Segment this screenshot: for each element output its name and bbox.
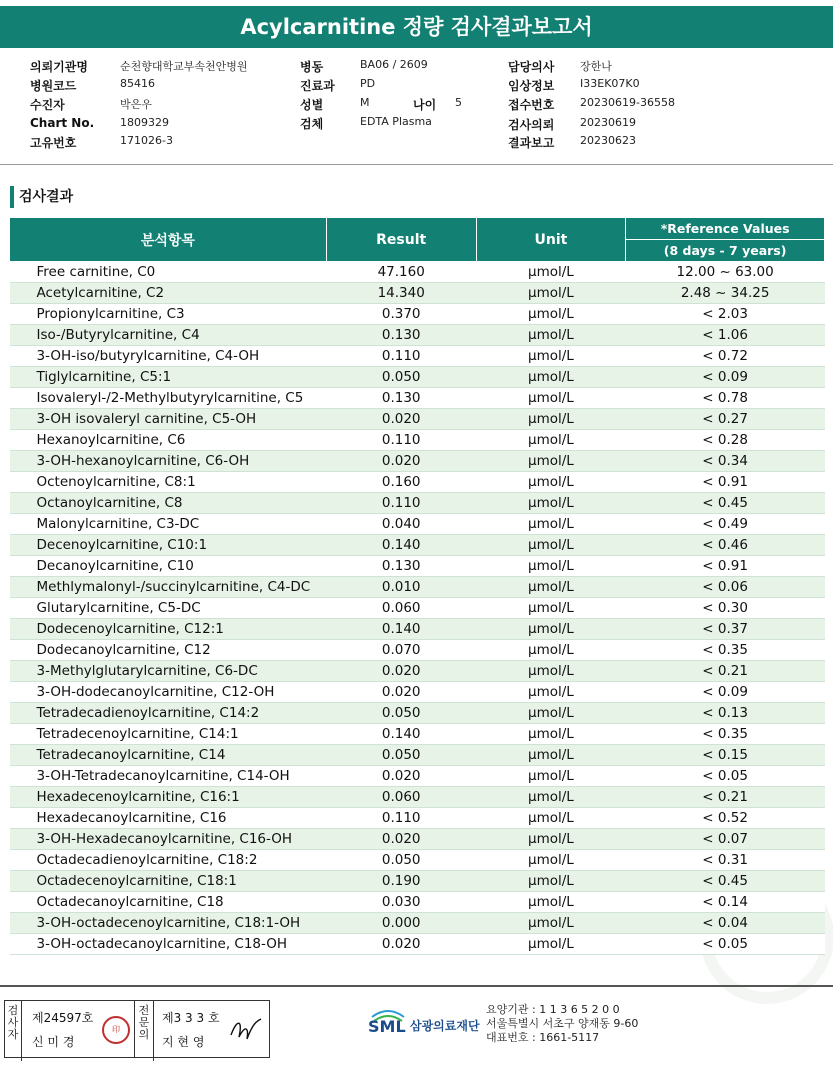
sex-label: 성별 (300, 98, 324, 112)
header-unit: Unit (476, 218, 626, 262)
unit-value: μmol/L (476, 472, 626, 493)
analyte-name: 3-OH-Tetradecanoylcarnitine, C14-OH (10, 766, 327, 787)
org-name: 삼광의료재단 (410, 1019, 480, 1033)
unit-value: μmol/L (476, 724, 626, 745)
result-value: 0.000 (326, 913, 476, 934)
examiner-label: 검사자 (5, 1001, 22, 1061)
analyte-name: 3-OH-hexanoylcarnitine, C6-OH (10, 451, 327, 472)
unit-value: μmol/L (476, 514, 626, 535)
table-row (10, 304, 825, 325)
reference-value: < 0.30 (626, 598, 825, 619)
result-value: 0.110 (326, 430, 476, 451)
unique-value: 171026-3 (120, 134, 173, 147)
signature-box (4, 1000, 270, 1058)
unit-value: μmol/L (476, 325, 626, 346)
result-date-value: 20230623 (580, 134, 636, 147)
analyte-name: Hexadecanoylcarnitine, C16 (10, 808, 327, 829)
unit-value: μmol/L (476, 367, 626, 388)
reference-value: 2.48 ~ 34.25 (626, 283, 825, 304)
result-value: 0.110 (326, 493, 476, 514)
reference-value: < 0.78 (626, 388, 825, 409)
result-value: 0.040 (326, 514, 476, 535)
result-value: 0.020 (326, 829, 476, 850)
unit-value: μmol/L (476, 283, 626, 304)
sex-value: M (360, 96, 370, 109)
table-row (10, 682, 825, 703)
reference-value: < 0.72 (626, 346, 825, 367)
result-value: 0.160 (326, 472, 476, 493)
table-row (10, 934, 825, 955)
unit-value: μmol/L (476, 493, 626, 514)
result-value: 0.030 (326, 892, 476, 913)
table-row (10, 388, 825, 409)
table-row (10, 472, 825, 493)
unit-value: μmol/L (476, 556, 626, 577)
header-ref-sub: (8 days - 7 years) (626, 240, 825, 262)
analyte-name: 3-Methylglutarylcarnitine, C6-DC (10, 661, 327, 682)
unit-value: μmol/L (476, 640, 626, 661)
unit-value: μmol/L (476, 766, 626, 787)
table-row (10, 283, 825, 304)
reference-value: < 1.06 (626, 325, 825, 346)
specimen-value: EDTA Plasma (360, 115, 432, 128)
reference-value: < 0.04 (626, 913, 825, 934)
ward-value: BA06 / 2609 (360, 58, 428, 71)
analyte-name: 3-OH-octadecanoylcarnitine, C18-OH (10, 934, 327, 955)
table-row (10, 325, 825, 346)
analyte-name: 3-OH-Hexadecanoylcarnitine, C16-OH (10, 829, 327, 850)
reference-value: < 0.15 (626, 745, 825, 766)
result-value: 0.050 (326, 367, 476, 388)
unit-value: μmol/L (476, 682, 626, 703)
unit-value: μmol/L (476, 304, 626, 325)
clinical-label: 임상정보 (508, 79, 555, 93)
table-row (10, 661, 825, 682)
result-value: 0.130 (326, 325, 476, 346)
table-row (10, 724, 825, 745)
result-value: 0.020 (326, 682, 476, 703)
unit-value: μmol/L (476, 262, 626, 283)
analyte-name: Acetylcarnitine, C2 (10, 283, 327, 304)
patient-value: 박은우 (120, 98, 152, 111)
unit-value: μmol/L (476, 451, 626, 472)
result-value: 0.050 (326, 703, 476, 724)
table-row (10, 346, 825, 367)
reference-value: < 0.28 (626, 430, 825, 451)
doctor-label: 담당의사 (508, 60, 555, 74)
result-value: 0.020 (326, 766, 476, 787)
analyte-name: Decenoylcarnitine, C10:1 (10, 535, 327, 556)
unit-value: μmol/L (476, 871, 626, 892)
analyte-name: Malonylcarnitine, C3-DC (10, 514, 327, 535)
result-date-label: 결과보고 (508, 136, 555, 150)
analyte-name: Dodecenoylcarnitine, C12:1 (10, 619, 327, 640)
result-value: 0.110 (326, 808, 476, 829)
unit-value: μmol/L (476, 388, 626, 409)
header-result: Result (326, 218, 476, 262)
receipt-label: 접수번호 (508, 98, 555, 112)
table-row (10, 451, 825, 472)
table-row (10, 808, 825, 829)
unit-value: μmol/L (476, 745, 626, 766)
unique-label: 고유번호 (30, 136, 77, 150)
result-value: 0.060 (326, 598, 476, 619)
header-ref: *Reference Values (626, 218, 825, 240)
reference-value: < 0.45 (626, 493, 825, 514)
analyte-name: Tiglylcarnitine, C5:1 (10, 367, 327, 388)
code-label: 병원코드 (30, 79, 77, 93)
reference-value: < 0.45 (626, 871, 825, 892)
examiner-name: 신 미 경 (32, 1035, 75, 1049)
analyte-name: Octadecenoylcarnitine, C18:1 (10, 871, 327, 892)
specimen-label: 검체 (300, 117, 324, 131)
analyte-name: Free carnitine, C0 (10, 262, 327, 283)
analyte-name: Hexanoylcarnitine, C6 (10, 430, 327, 451)
table-row (10, 598, 825, 619)
table-row (10, 787, 825, 808)
result-value: 0.140 (326, 619, 476, 640)
analyte-name: Methlymalonyl-/succinylcarnitine, C4-DC (10, 577, 327, 598)
request-value: 20230619 (580, 116, 636, 129)
reference-value: < 0.09 (626, 367, 825, 388)
analyte-name: Octenoylcarnitine, C8:1 (10, 472, 327, 493)
patient-label: 수진자 (30, 98, 65, 112)
analyte-name: Iso-/Butyrylcarnitine, C4 (10, 325, 327, 346)
reference-value: < 0.07 (626, 829, 825, 850)
examiner-cell (22, 1001, 135, 1057)
reference-value: < 0.05 (626, 934, 825, 955)
table-row (10, 619, 825, 640)
doctor-value: 장한나 (580, 60, 612, 73)
results-body (10, 262, 825, 955)
org-phone: 대표번호 : 1661-5117 (486, 1031, 600, 1044)
table-row (10, 514, 825, 535)
analyte-name: Tetradecanoylcarnitine, C14 (10, 745, 327, 766)
reference-value: < 0.34 (626, 451, 825, 472)
table-row (10, 262, 825, 283)
reference-value: < 0.31 (626, 850, 825, 871)
report-title: Acylcarnitine 정량 검사결과보고서 (0, 6, 833, 48)
result-value: 0.020 (326, 661, 476, 682)
unit-value: μmol/L (476, 829, 626, 850)
reference-value: < 0.21 (626, 787, 825, 808)
hospital-label: 의뢰기관명 (30, 60, 88, 74)
unit-value: μmol/L (476, 808, 626, 829)
analyte-name: 3-OH-octadecenoylcarnitine, C18:1-OH (10, 913, 327, 934)
table-row (10, 703, 825, 724)
reference-value: < 0.49 (626, 514, 825, 535)
reference-value: < 2.03 (626, 304, 825, 325)
examiner-number: 제24597호 (32, 1011, 94, 1025)
table-row (10, 409, 825, 430)
result-value: 0.370 (326, 304, 476, 325)
table-row (10, 766, 825, 787)
table-row (10, 850, 825, 871)
reference-value: < 0.91 (626, 556, 825, 577)
hospital-value: 순천향대학교부속천안병원 (120, 60, 248, 73)
result-value: 0.140 (326, 535, 476, 556)
receipt-value: 20230619-36558 (580, 96, 675, 109)
result-value: 0.010 (326, 577, 476, 598)
org-code: 요양기관 : 1 1 3 6 5 2 0 0 (486, 1003, 620, 1016)
result-value: 0.070 (326, 640, 476, 661)
unit-value: μmol/L (476, 577, 626, 598)
analyte-name: Dodecanoylcarnitine, C12 (10, 640, 327, 661)
table-row (10, 535, 825, 556)
clinical-value: I33EK07K0 (580, 77, 640, 90)
header-item: 분석항목 (10, 218, 327, 262)
reference-value: < 0.37 (626, 619, 825, 640)
unit-value: μmol/L (476, 661, 626, 682)
result-value: 0.050 (326, 745, 476, 766)
org-details (486, 1003, 638, 1045)
table-row (10, 745, 825, 766)
code-value: 85416 (120, 77, 155, 90)
reference-value: < 0.35 (626, 724, 825, 745)
reference-value: 12.00 ~ 63.00 (626, 262, 825, 283)
ward-label: 병동 (300, 60, 324, 74)
unit-value: μmol/L (476, 346, 626, 367)
patient-info-block (0, 52, 833, 165)
reference-value: < 0.05 (626, 766, 825, 787)
age-label: 나이 (413, 98, 437, 112)
unit-value: μmol/L (476, 598, 626, 619)
result-value: 47.160 (326, 262, 476, 283)
analyte-name: Glutarylcarnitine, C5-DC (10, 598, 327, 619)
table-row (10, 913, 825, 934)
footer (0, 985, 833, 1065)
analyte-name: Hexadecenoylcarnitine, C16:1 (10, 787, 327, 808)
examiner-seal-icon: 印 (102, 1016, 130, 1044)
analyte-name: Tetradecenoylcarnitine, C14:1 (10, 724, 327, 745)
reference-value: < 0.13 (626, 703, 825, 724)
result-value: 0.020 (326, 451, 476, 472)
unit-value: μmol/L (476, 892, 626, 913)
result-value: 0.190 (326, 871, 476, 892)
reference-value: < 0.91 (626, 472, 825, 493)
dept-label: 진료과 (300, 79, 335, 93)
chart-value: 1809329 (120, 116, 169, 129)
org-address: 서울특별시 서초구 양재동 9-60 (486, 1017, 639, 1030)
unit-value: μmol/L (476, 703, 626, 724)
table-row (10, 829, 825, 850)
reference-value: < 0.06 (626, 577, 825, 598)
result-value: 0.050 (326, 850, 476, 871)
result-value: 14.340 (326, 283, 476, 304)
unit-value: μmol/L (476, 934, 626, 955)
analyte-name: Octanoylcarnitine, C8 (10, 493, 327, 514)
unit-value: μmol/L (476, 913, 626, 934)
checker-name: 지 현 영 (162, 1035, 205, 1049)
result-value: 0.020 (326, 934, 476, 955)
result-value: 0.130 (326, 556, 476, 577)
checker-number: 제3 3 3 호 (162, 1011, 220, 1025)
table-row (10, 367, 825, 388)
table-row (10, 493, 825, 514)
reference-value: < 0.35 (626, 640, 825, 661)
reference-value: < 0.09 (626, 682, 825, 703)
reference-value: < 0.21 (626, 661, 825, 682)
reference-value: < 0.14 (626, 892, 825, 913)
table-row (10, 640, 825, 661)
checker-label: 전문의 (135, 1001, 154, 1061)
result-value: 0.130 (326, 388, 476, 409)
reference-value: < 0.46 (626, 535, 825, 556)
table-row (10, 892, 825, 913)
analyte-name: 3-OH-dodecanoylcarnitine, C12-OH (10, 682, 327, 703)
analyte-name: Propionylcarnitine, C3 (10, 304, 327, 325)
reference-value: < 0.27 (626, 409, 825, 430)
result-value: 0.140 (326, 724, 476, 745)
result-value: 0.110 (326, 346, 476, 367)
result-value: 0.020 (326, 409, 476, 430)
reference-value: < 0.52 (626, 808, 825, 829)
request-label: 검사의뢰 (508, 118, 555, 132)
unit-value: μmol/L (476, 409, 626, 430)
analyte-name: 3-OH isovaleryl carnitine, C5-OH (10, 409, 327, 430)
unit-value: μmol/L (476, 535, 626, 556)
analyte-name: Octadecanoylcarnitine, C18 (10, 892, 327, 913)
age-value: 5 (455, 96, 462, 109)
analyte-name: 3-OH-iso/butyrylcarnitine, C4-OH (10, 346, 327, 367)
dept-value: PD (360, 77, 376, 90)
analyte-name: Tetradecadienoylcarnitine, C14:2 (10, 703, 327, 724)
result-value: 0.060 (326, 787, 476, 808)
section-title: 검사결과 (10, 186, 73, 208)
table-row (10, 871, 825, 892)
sml-logo-text: SML (368, 1017, 406, 1036)
table-row (10, 577, 825, 598)
unit-value: μmol/L (476, 430, 626, 451)
table-row (10, 430, 825, 451)
signature-icon (227, 1015, 263, 1045)
chart-label: Chart No. (30, 116, 95, 130)
analyte-name: Isovaleryl-/2-Methylbutyrylcarnitine, C5 (10, 388, 327, 409)
analyte-name: Octadecadienoylcarnitine, C18:2 (10, 850, 327, 871)
unit-value: μmol/L (476, 850, 626, 871)
analyte-name: Decanoylcarnitine, C10 (10, 556, 327, 577)
results-table (9, 217, 825, 955)
unit-value: μmol/L (476, 787, 626, 808)
table-row (10, 556, 825, 577)
unit-value: μmol/L (476, 619, 626, 640)
